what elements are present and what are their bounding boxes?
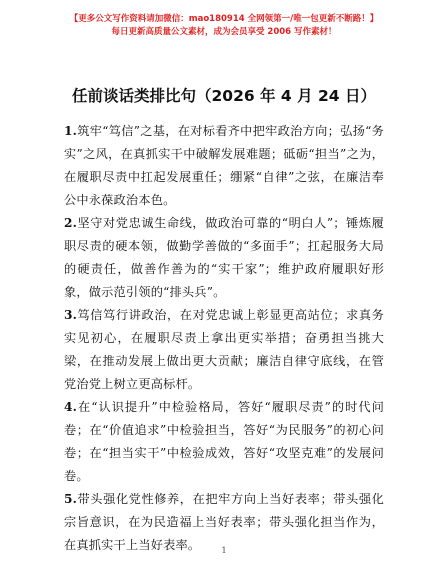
paragraph-5 [64,488,384,552]
paragraph-1 [64,120,384,212]
paragraph-number: 3. [64,308,78,322]
paragraph-3 [64,304,384,396]
paragraph-text: 笃信笃行讲政治，在对党忠诚上彰显更高站位；求真务实见初心，在履职尽责上拿出更实举措；奋勇担当挑大梁，在推动发展上做出更大贡献；廉洁自律守底线，在管党治党上树立更高标杆。 [64,308,384,391]
page-number: 1 [221,546,227,555]
paragraph-number: 2. [64,216,78,230]
paragraph-text: 坚守对党忠诚生命线，做政治可靠的“明白人”；锤炼履职尽责的硬本领，做勤学善做的“多面手”；扛起服务大局的硬责任，做善作善为的“实干家”；维护政府履职好形象，做示范引领的“排头兵”。 [64,216,384,299]
document-title: 任前谈话类排比句（2026 年 4 月 24 日） [72,87,376,105]
paragraph-4 [64,396,384,488]
paragraph-number: 5. [64,492,78,506]
promo-banner-line-2: 每日更新高质量公文素材，成为会员享受 2006 写作素材！ [111,27,337,37]
paragraph-text: 在“认识提升”中检验格局，答好“履职尽责”的时代问卷；在“价值追求”中检验担当，答好“为民服务”的初心问卷；在“担当实干”中检验成效，答好“攻坚克难”的发展问卷。 [64,400,384,483]
paragraph-text: 筑牢“笃信”之基，在对标看齐中把牢政治方向；弘扬“务实”之风，在真抓实干中破解发展难题；砥砺“担当”之为，在履职尽责中扛起发展重任；绷紧“自律”之弦，在廉洁奉公中永葆政治本色。 [64,124,384,207]
paragraph-number: 4. [64,400,78,414]
paragraph-text: 带头强化党性修养，在把牢方向上当好表率；带头强化宗旨意识，在为民造福上当好表率；带头强化担当作为，在真抓实干上当好表率。 [64,492,384,552]
paragraph-number: 1. [64,124,78,138]
paragraph-2 [64,212,384,304]
promo-banner-line-1: 【更多公文写作资料请加微信：mao180914 全网领第一/唯一包更新不断路！】 [69,14,379,24]
